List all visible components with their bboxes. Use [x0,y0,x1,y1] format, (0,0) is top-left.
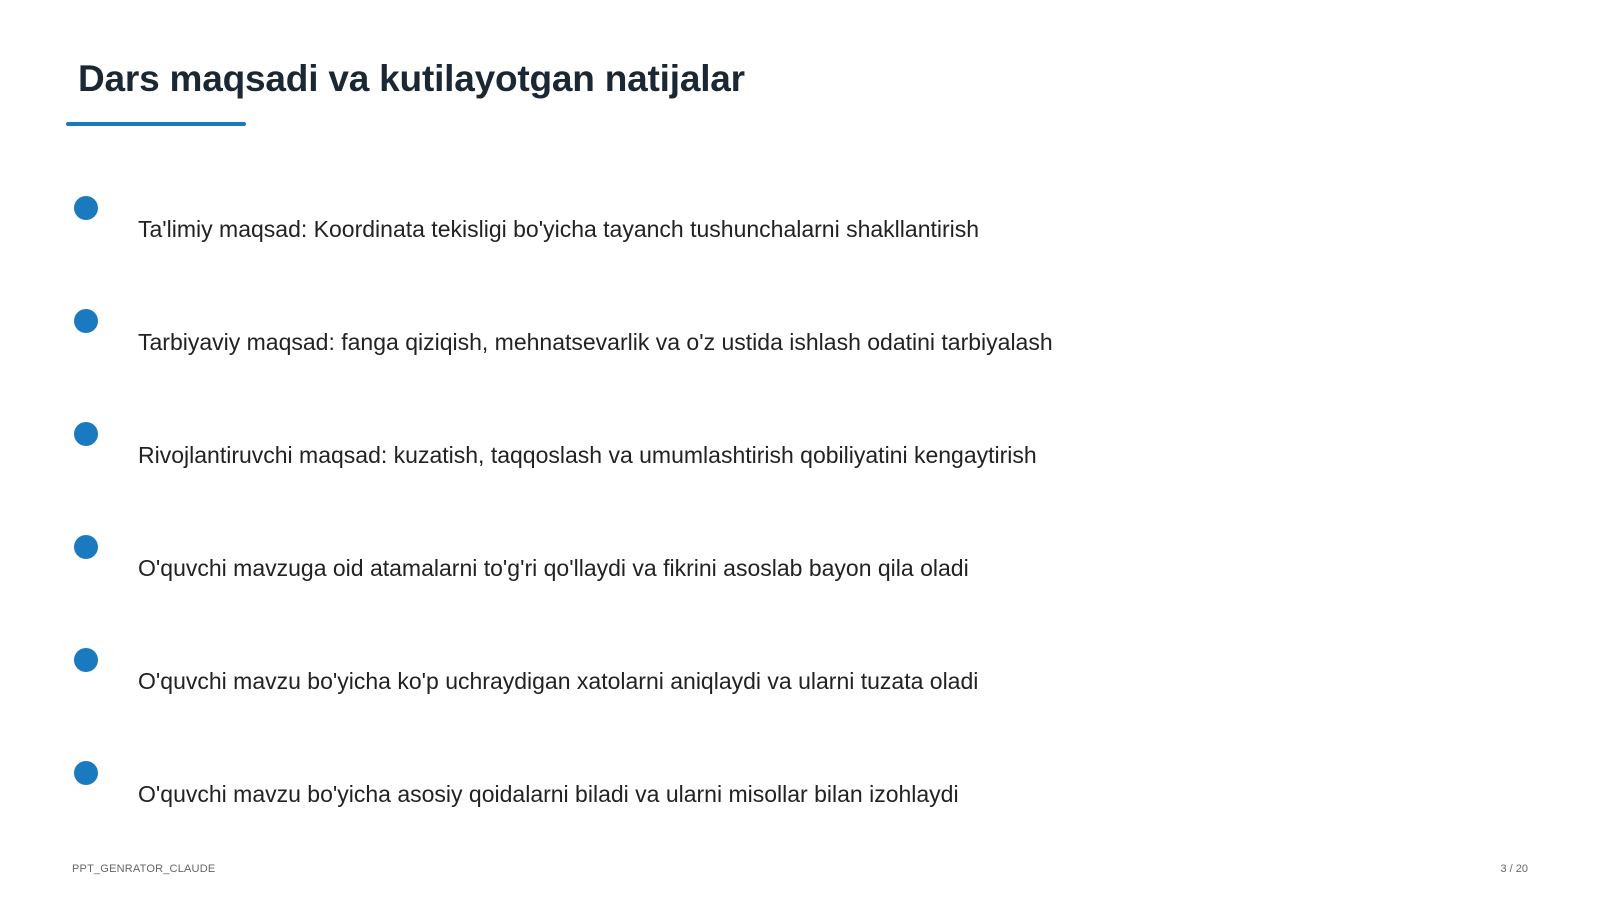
bullet-dot-icon [74,309,98,333]
bullet-item [0,309,1600,369]
bullet-item [0,535,1600,595]
bullet-dot-icon [74,196,98,220]
bullet-text: Tarbiyaviy maqsad: fanga qiziqish, mehnatsevarlik va o'z ustida ishlash odatini tarbiyalash [138,329,1053,355]
bullet-item [0,761,1600,821]
bullet-item [0,196,1600,256]
bullet-dot-icon [74,761,98,785]
bullet-dot-icon [74,648,98,672]
bullet-dot-icon [74,535,98,559]
slide-title: Dars maqsadi va kutilayotgan natijalar [78,58,745,99]
bullet-text: O'quvchi mavzu bo'yicha asosiy qoidalarni biladi va ularni misollar bilan izohlaydi [138,781,959,807]
bullet-item [0,422,1600,482]
bullet-text: Ta'limiy maqsad: Koordinata tekisligi bo'yicha tayanch tushunchalarni shakllantirish [138,216,980,242]
bullet-item [0,648,1600,708]
bullet-text: O'quvchi mavzuga oid atamalarni to'g'ri qo'llaydi va fikrini asoslab bayon qila oladi [138,555,969,581]
bullet-text: O'quvchi mavzu bo'yicha ko'p uchraydigan xatolarni aniqlaydi va ularni tuzata oladi [138,668,979,694]
footer-label: PPT_GENRATOR_CLAUDE [72,863,216,875]
bullet-text: Rivojlantiruvchi maqsad: kuzatish, taqqoslash va umumlashtirish qobiliyatini kengaytirish [138,442,1037,468]
bullet-dot-icon [74,422,98,446]
page-indicator: 3 / 20 [1500,863,1528,875]
